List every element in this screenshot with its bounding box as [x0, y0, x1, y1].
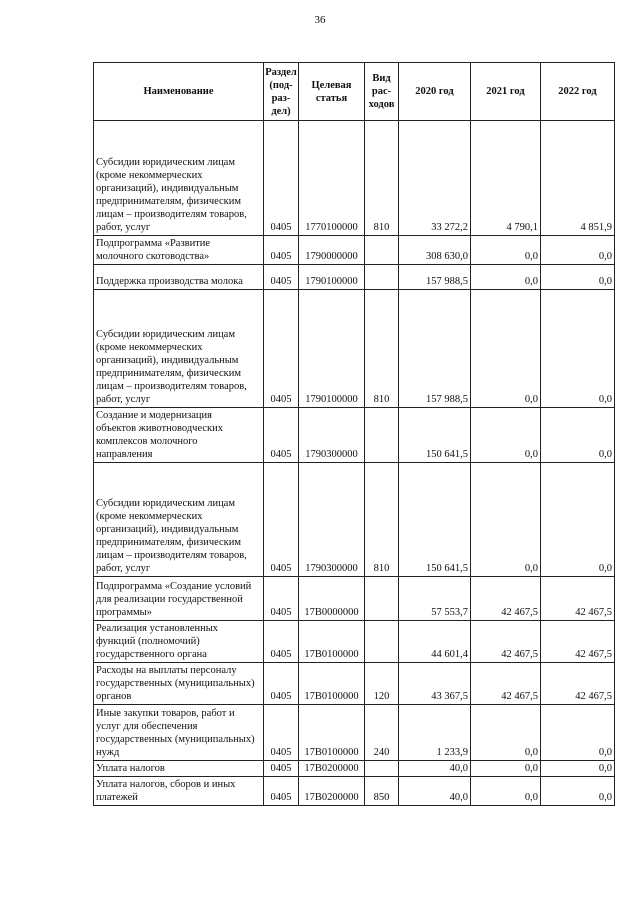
cell-type: 810 [365, 463, 399, 577]
table-row [94, 265, 615, 290]
cell-2020: 150 641,5 [399, 463, 471, 577]
header-2022: 2022 год [541, 63, 615, 121]
cell-name: Поддержка производства молока [94, 265, 264, 290]
cell-2022: 0,0 [541, 705, 615, 761]
cell-type: 850 [365, 777, 399, 806]
cell-2021: 0,0 [471, 463, 541, 577]
cell-2022: 4 851,9 [541, 121, 615, 236]
cell-name: Создание и модернизация объектов животноводческих комплексов молочного направления [94, 408, 264, 463]
cell-section: 0405 [264, 121, 299, 236]
cell-type: 120 [365, 663, 399, 705]
cell-target: 1790000000 [299, 236, 365, 265]
cell-target: 17В0200000 [299, 761, 365, 777]
table-row [94, 705, 615, 761]
cell-target: 1790100000 [299, 265, 365, 290]
cell-2021: 0,0 [471, 290, 541, 408]
cell-name: Субсидии юридическим лицам (кроме некоммерческих организаций), индивидуальным предпринимателям, физическим лицам – производителям товаров, работ, услуг [94, 121, 264, 236]
table-row [94, 761, 615, 777]
cell-section: 0405 [264, 705, 299, 761]
header-2021: 2021 год [471, 63, 541, 121]
cell-2021: 42 467,5 [471, 621, 541, 663]
cell-2020: 33 272,2 [399, 121, 471, 236]
cell-2020: 157 988,5 [399, 265, 471, 290]
cell-2020: 157 988,5 [399, 290, 471, 408]
cell-2020: 57 553,7 [399, 577, 471, 621]
cell-section: 0405 [264, 777, 299, 806]
cell-name: Субсидии юридическим лицам (кроме некоммерческих организаций), индивидуальным предпринимателям, физическим лицам – производителям товаров, работ, услуг [94, 463, 264, 577]
cell-name: Иные закупки товаров, работ и услуг для обеспечения государственных (муниципальных) нужд [94, 705, 264, 761]
table-row [94, 290, 615, 408]
cell-section: 0405 [264, 663, 299, 705]
cell-type [365, 621, 399, 663]
cell-2020: 150 641,5 [399, 408, 471, 463]
cell-type [365, 265, 399, 290]
table-header-row [94, 63, 615, 121]
cell-section: 0405 [264, 621, 299, 663]
cell-2020: 44 601,4 [399, 621, 471, 663]
cell-target: 1770100000 [299, 121, 365, 236]
cell-2021: 0,0 [471, 236, 541, 265]
cell-2020: 43 367,5 [399, 663, 471, 705]
cell-type: 810 [365, 121, 399, 236]
cell-section: 0405 [264, 265, 299, 290]
cell-target: 1790300000 [299, 408, 365, 463]
cell-2020: 1 233,9 [399, 705, 471, 761]
cell-2022: 0,0 [541, 777, 615, 806]
cell-2021: 0,0 [471, 408, 541, 463]
cell-type [365, 761, 399, 777]
cell-name: Расходы на выплаты персоналу государственных (муниципальных) органов [94, 663, 264, 705]
cell-2021: 0,0 [471, 777, 541, 806]
cell-2022: 0,0 [541, 290, 615, 408]
cell-name: Подпрограмма «Создание условий для реализации государственной программы» [94, 577, 264, 621]
cell-2021: 42 467,5 [471, 577, 541, 621]
cell-section: 0405 [264, 463, 299, 577]
table-row [94, 577, 615, 621]
cell-type: 240 [365, 705, 399, 761]
header-target: Целевая статья [299, 63, 365, 121]
cell-2022: 0,0 [541, 408, 615, 463]
cell-target: 17В0100000 [299, 621, 365, 663]
cell-2021: 0,0 [471, 761, 541, 777]
cell-2021: 0,0 [471, 265, 541, 290]
table-row [94, 121, 615, 236]
cell-2022: 0,0 [541, 761, 615, 777]
cell-section: 0405 [264, 408, 299, 463]
cell-section: 0405 [264, 290, 299, 408]
cell-2021: 4 790,1 [471, 121, 541, 236]
table-row [94, 663, 615, 705]
page-number: 36 [314, 14, 326, 26]
cell-name: Уплата налогов, сборов и иных платежей [94, 777, 264, 806]
cell-2022: 0,0 [541, 463, 615, 577]
cell-section: 0405 [264, 236, 299, 265]
header-section: Раздел (под- раз- дел) [264, 63, 299, 121]
cell-target: 17В0200000 [299, 777, 365, 806]
cell-target: 17В0000000 [299, 577, 365, 621]
budget-table [93, 62, 615, 806]
cell-name: Уплата налогов [94, 761, 264, 777]
cell-name: Реализация установленных функций (полномочий) государственного органа [94, 621, 264, 663]
cell-2022: 42 467,5 [541, 663, 615, 705]
table-row [94, 236, 615, 265]
cell-target: 1790300000 [299, 463, 365, 577]
cell-2020: 40,0 [399, 761, 471, 777]
cell-type [365, 577, 399, 621]
cell-section: 0405 [264, 761, 299, 777]
cell-name: Субсидии юридическим лицам (кроме некоммерческих организаций), индивидуальным предпринимателям, физическим лицам – производителям товаров, работ, услуг [94, 290, 264, 408]
table-row [94, 621, 615, 663]
cell-2022: 42 467,5 [541, 621, 615, 663]
cell-2022: 0,0 [541, 236, 615, 265]
cell-2022: 42 467,5 [541, 577, 615, 621]
cell-target: 17В0100000 [299, 705, 365, 761]
cell-type [365, 408, 399, 463]
header-name: Наименование [94, 63, 264, 121]
header-type: Вид рас- ходов [365, 63, 399, 121]
table-row [94, 463, 615, 577]
cell-type: 810 [365, 290, 399, 408]
header-2020: 2020 год [399, 63, 471, 121]
cell-name: Подпрограмма «Развитие молочного скотоводства» [94, 236, 264, 265]
cell-target: 17В0100000 [299, 663, 365, 705]
cell-2020: 40,0 [399, 777, 471, 806]
cell-2020: 308 630,0 [399, 236, 471, 265]
cell-2021: 0,0 [471, 705, 541, 761]
table-row [94, 408, 615, 463]
cell-section: 0405 [264, 577, 299, 621]
table-row [94, 777, 615, 806]
cell-target: 1790100000 [299, 290, 365, 408]
cell-2022: 0,0 [541, 265, 615, 290]
cell-type [365, 236, 399, 265]
cell-2021: 42 467,5 [471, 663, 541, 705]
